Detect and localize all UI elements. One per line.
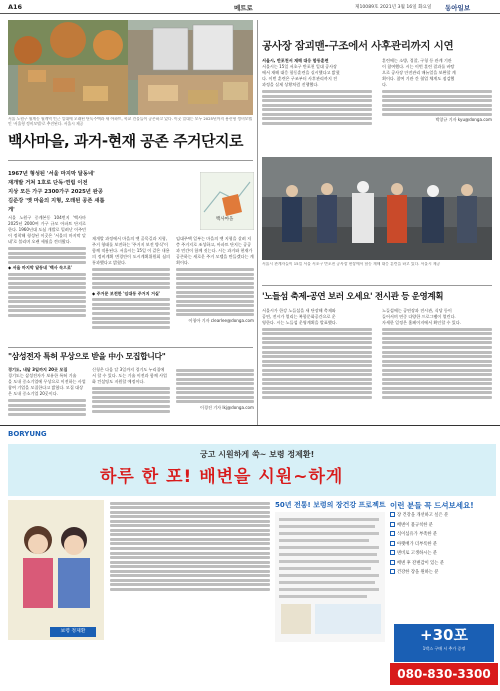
ad-body-text — [110, 500, 270, 592]
column-rule — [257, 20, 258, 425]
text-line: 통과했다고 밝혔다. — [92, 260, 127, 266]
text-line: 서 할 수 있다. 도는 기술 이전과 함께 사업 — [92, 373, 167, 379]
page-header — [0, 0, 500, 14]
column-subhead: ◆ 주거문 보전한 '임대동 주거지 거실' — [92, 290, 161, 296]
lower-left-column-3 — [176, 367, 254, 411]
ad-headline: 하루 한 포! 배변을 시원~하게 — [100, 467, 344, 487]
section-rule — [262, 285, 492, 286]
text-line: 이 정착해 형성된 이곳은 '서울의 마지막 달 — [8, 233, 86, 239]
ad-person-label: 보령 정제환 — [50, 627, 96, 637]
text-line: 공존하는 새로운 주거 모델을 만들겠다는 계 — [176, 254, 254, 260]
text-line: 서울 노원구 중계본동 104번지 '백사마 — [8, 215, 86, 220]
photo-caption: 서울시 관계자들이 15일 서울 서초구 반포천 공사장 현장에서 합동 재해 대응 훈련을 하고 있다. 서울시 제공 — [262, 262, 441, 266]
byline: 이청아 기자 clearlee@donga.com — [188, 318, 254, 324]
text-line: 획이다. 참여 기관 간 협업 체계도 점검했 — [382, 76, 455, 82]
ad-promo-sub: 1박스 구매 시 추가 증정 — [422, 646, 466, 651]
ad-event-item — [390, 568, 498, 578]
lower-right-column-1 — [262, 308, 372, 401]
text-line: 함께 적용된다. 서울시는 15일 이 같은 내용 — [92, 248, 170, 254]
photo-caption: 서울 노원구 월계동 월계역 인근 일대에 오래된 단독주택과 새 아파트, 학교 건물들이 공존하고 있다. 이곳 일대는 모두 2025년까지 용산형 정비모델인 '서울형 정비모델'로 추진된다. 서울시 제공 — [8, 117, 253, 126]
text-line: 신청은 다음 달 3일까지 경기도 누리집에 — [92, 367, 165, 372]
ad-event-item — [390, 549, 498, 559]
ad-anniversary-title: 50년 전통! 보령의 장건강 프로젝트 — [275, 501, 386, 509]
text-line: 층 주거지로 조성하고, 아파트 단지는 공공 — [176, 242, 252, 248]
text-line: 임대주택 일부는 마을의 옛 지형을 살려 저 — [176, 236, 252, 241]
text-line: 다. 이번 훈련은 구조부터 사후관리까지 전 — [262, 76, 338, 82]
lower-right-column-2 — [382, 308, 492, 401]
subhead-line: 김준강 '옛 마을의 지형, 오래된 공존 새롭게' — [8, 198, 105, 213]
ad-info-box — [275, 512, 385, 642]
ad-event-item-label: 장 건강을 개선하고 싶은 분 — [397, 513, 449, 518]
lower-left-column-2 — [92, 367, 170, 414]
text-line: 재개발 과정에서 마을의 옛 골목길과 지형, — [92, 236, 168, 241]
rescue-drill-photo — [262, 157, 492, 260]
ad-promo-box — [394, 624, 494, 662]
ad-event-item — [390, 540, 498, 550]
issue-date: 제10089호 2021년 3월 16일 화요일 — [355, 5, 432, 10]
article-subheads — [8, 170, 108, 215]
checkbox-icon — [390, 512, 395, 517]
byline: 이경진 기자 lkj@donga.com — [200, 404, 254, 410]
ad-event-item-label: 배변이 불규칙한 분 — [397, 522, 433, 528]
text-line: 2025년 2000여 가구 규모 아파트 단지로 — [8, 221, 86, 227]
text-line: 이 참여했다. 시는 이번 훈련 결과를 바탕 — [382, 64, 455, 70]
subhead-line: 1967년 형성된 '서울 마지막 달동네' — [8, 171, 95, 177]
lower-left-column-1 — [8, 367, 86, 417]
right-column-2 — [382, 58, 492, 123]
title-rule — [8, 160, 253, 161]
subhead-line: 재개발 거쳐 1호로 단독·연립 이전 — [8, 180, 88, 186]
article-title: 백사마을, 과거-현재 공존 주거단지로 — [8, 132, 243, 150]
ad-event-item-label: 식이섬유가 부족한 분 — [397, 532, 438, 537]
ad-event-item-label: 아랫배가 더부룩한 분 — [397, 541, 438, 547]
text-line: 자세한 일정은 홈페이지에서 확인할 수 있다. — [382, 320, 461, 326]
text-line: 공연, 전시가 열리는 복합문화공간으로 운 — [262, 314, 336, 320]
page-number: A16 — [8, 3, 23, 11]
column-subhead: ◆ 서울 마지막 달동네 '백사 속으로' — [8, 265, 73, 271]
checkbox-icon — [390, 522, 395, 527]
text-line: 화 컨설팅도 지원할 예정이다. — [92, 379, 145, 385]
text-line: 참여 기업을 모집한다고 밝혔다. 모집 대상 — [8, 385, 84, 391]
section-name: 메트로 — [234, 4, 253, 12]
checkbox-icon — [390, 560, 395, 565]
text-line: 경기도는 삼성전자가 보유한 특허 기술 — [8, 373, 77, 379]
article-column-1 — [8, 215, 86, 318]
text-line: 에서 재해 대응 합동훈련을 실시했다고 밝혔 — [262, 70, 340, 76]
ad-event-item-label: 배변 후 잔변감이 있는 분 — [397, 560, 444, 566]
right-article-title: 공사장 잠괴맨-구조에서 사후관리까지 시연 — [262, 40, 454, 52]
ad-tagline: 궁고 시원하게 쑥~ 보령 정제환! — [200, 450, 315, 459]
ad-event-item — [390, 530, 498, 540]
ad-event-box — [390, 500, 498, 578]
checkbox-icon — [390, 531, 395, 536]
text-line: 영한다. 시는 노들섬 운영계획을 발표했다. — [262, 320, 338, 326]
ad-event-item — [390, 511, 498, 521]
text-line: 훈련에는 소방, 경찰, 구청 등 관계 기관 — [382, 58, 452, 63]
byline: 박창규 기자 kyu@donga.com — [435, 117, 492, 123]
text-line: 과정을 실제 상황처럼 진행했다. — [262, 82, 319, 88]
text-line: 을 도내 중소기업에 무상으로 이전하는 사업 — [8, 379, 86, 385]
text-line: 경기도, 내달 3일까지 20곳 모집 — [8, 367, 68, 372]
subhead-line: 지상 모든 가구 2300가구 2025년 완공 — [8, 189, 103, 195]
text-line: 과 민간이 함께 짓는다. 시는 과거와 현재가 — [176, 248, 253, 254]
location-map — [200, 172, 254, 230]
ad-event-item-label: 건강한 장을 원하는 분 — [397, 570, 439, 575]
text-line: 획이다. — [176, 260, 190, 266]
newspaper-name: 동아일보 — [445, 4, 471, 12]
article-column-2 — [92, 236, 170, 330]
ad-promo-count: +30포 — [420, 626, 468, 644]
ad-brand: BORYUNG — [8, 430, 47, 438]
ad-event-item-label: 변비로 고생하시는 분 — [397, 551, 438, 556]
text-line: 주거 형태를 보전하는 '주거지 보전 방식'이 — [92, 242, 168, 248]
text-line: 의 정비계획 변경안이 도시계획위원회 심의 — [92, 254, 170, 260]
text-line: 다. — [382, 82, 388, 88]
text-line: 들어서며 연중 다양한 프로그램이 열린다. — [382, 314, 456, 320]
lower-right-title: '노들섬 축제-공연 보러 오세요' 전시관 등 운영계획 — [262, 292, 444, 302]
checkbox-icon — [390, 569, 395, 574]
right-column-1 — [262, 58, 372, 126]
ad-event-item — [390, 559, 498, 569]
text-line: 노들섬에는 공연장과 전시관, 식당 등이 — [382, 308, 452, 313]
text-line: 서울시는 15일 서초구 반포천 일대 공사장 — [262, 64, 337, 70]
text-line: 은 도내 중소기업 20곳이다. — [8, 391, 58, 397]
article-column-3 — [176, 236, 254, 324]
text-line: 한다. 1960년대 도심 개발로 밀려난 이주민 — [8, 227, 86, 233]
village-photo — [8, 20, 253, 115]
ad-event-item — [390, 521, 498, 531]
text-line: 서울시가 한강 노들섬을 새 단장해 축제와 — [262, 308, 336, 313]
text-line: 네'로 불리며 오랜 세월을 견뎌왔다. — [8, 239, 71, 245]
ad-model-photo — [8, 500, 104, 640]
checkbox-icon — [390, 550, 395, 555]
text-line: 으로 공사장 안전관리 매뉴얼을 보완할 계 — [382, 70, 456, 76]
ad-phone-number: 080-830-3300 — [390, 663, 498, 685]
lower-left-title: "삼성전자 특허 무상으로 받을 中小 모집합니다" — [8, 352, 166, 361]
ad-event-title: 이런 분들 꼭 드셔보세요! — [390, 501, 474, 510]
checkbox-icon — [390, 541, 395, 546]
map-label: 백사마을 — [216, 217, 234, 222]
text-line: 서울시, 반포천서 재해 대응 합동훈련 — [262, 58, 329, 63]
section-rule — [8, 347, 253, 348]
